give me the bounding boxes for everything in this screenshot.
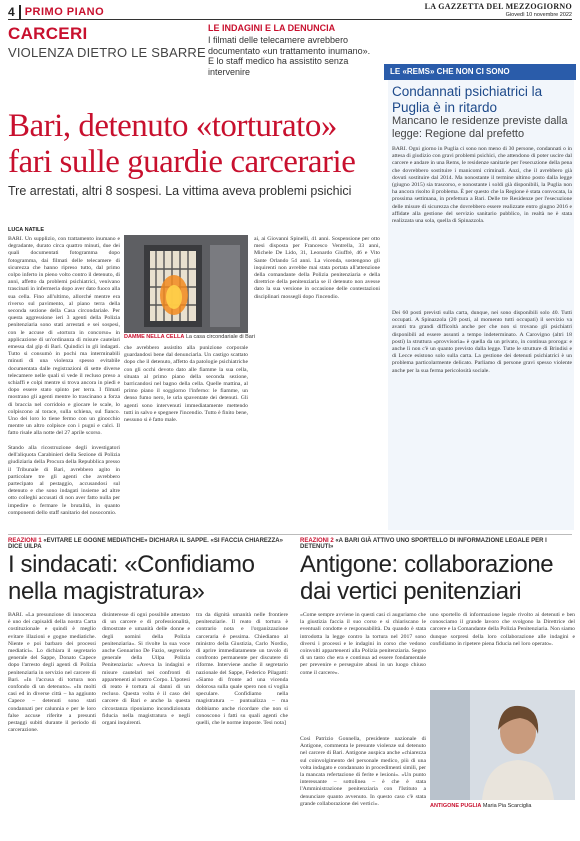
portrait-caption — [430, 803, 531, 809]
photo-caption — [124, 334, 255, 340]
section-divider — [8, 534, 572, 535]
portrait-caption-label: ANTIGONE PUGLIA — [430, 803, 482, 809]
page-number: 4 — [8, 5, 21, 19]
rems-title: Condannati psichiatrici la Puglia è in ritardo — [392, 84, 543, 115]
main-col-1: BARI. Un supplizio, con trattamento inumano e degradante, durato circa quattro minuti, due dei quali documentati fotogramma dopo fotogramma, dai filmati delle telecamere di sicurezza che hanno ripreso tutto, dal primo colpo inferto in pieno volto contro il detenuto, di anni, affetto da problemi psichiatrici, venivano trascinati in infermeria dopo aver dato fuoco alla sua cella. Fino all'ultimo, allorché mentre era riverso sul pavimento, al piano terra della seconda sezione della Casa circondariale. Per questa aggressione ieri 3 agenti della Polizia penitenziaria sono stati arrestati e sei sospesi, con le accuse di «tortura in concorso» in applicazione di un'ordinanza di misure cautelari emessa dal gip di Bari. Quindici in gli indagati. Tutto si consumò in pochi ma interminabili minuti di una violenza spesso evitabile documentata dalle registrazioni di sette diverse telecamere nelle quali si vede il recluso preso a schiaffi e colpi mentre si trova ancora in piedi e dopo essere stato spinto per terra. I filmati mostrano gli agenti mentre lo trascinano a forza di braccia nel corridoio e giocare le scale, lo colpiscono al torace, sulla schiena, sul fianco. Uno dei loro lo tiene fermo con un ginocchio mentre un altro colpisce con i pugni e calci. Il fatto risale alla notte del 27 aprile scorso. — [8, 236, 120, 437]
report1-col-3: tra da dignità umanità nelle frontiere penitenziarie. Il reato di tortura è contrario nota e l'organizzazione carceraria è pessima. Chiediamo al ministro della Giustizia, Carlo Nordio, di aprire immediatamente un tavolo di confronto permanente per discutere di riforme. Interviene anche il segretario nazionale del Sappe, Federico Pilagatti: «Siamo di fronte ad una vicenda dolorosa sulla quale spero non si voglia speculare. Confidiamo nella magistratura – puntualizza – ma dobbiamo anche ricordare che non si conoscono i fatti su quali agenti che quelli, che le norme imposte. Tesi nota] — [196, 612, 288, 727]
main-col-4: ai, ai Giovanni Spinelli, 41 anni. Sospensione per otto mesi disposta per Francesco Ventrella, 33 anni, Michele De Lido, 31, Leonardo Giuffrè, 46 e Vito Sante Orlando 54 anni. La vicenda, sostengono gli inquirenti non avrebbe mai stata portata all'attenzione della comandante della Polizia penitenziaria e della direttrice della penitenziaria se il detenuto non avesse dato la sua versione in occasione delle contestazioni disciplinari mossegli dopo l'incendio. — [254, 236, 380, 300]
masthead — [425, 3, 572, 19]
report2-label-red: REAZIONI 2 — [300, 538, 334, 544]
rems-subtitle: Mancano le residenze previste dalla legge: Regione dal prefetto — [392, 115, 568, 140]
rems-banner-label: LE «REMS» CHE NON CI SONO — [390, 67, 510, 76]
report1-col-1: BARI. «La presunzione di innocenza è uno dei capisaldi della nostra Carta costituzionale e quindi è meglio evitare illazioni e gogne mediatiche. Niente e poi barbaro dei processi mediatici». Lo dichiara il segretario generale del Sappe, Donato Capece dopo l'arresto degli agenti di Polizia penitenziaria in servizio nel carcere di Bari. «In l'accusa di tortura non confondo di un detenuto». «In molti casi ed in diverse città – ha aggiunto Capece – detenuti sono stati condannati per calunnia e per le loro false accuse riferite a presunti pestaggi subiti durante il periodo di carcerazione. — [8, 612, 96, 734]
rems-col-1: BARI. Ogni giorno in Puglia ci sono non meno di 30 persone, condannati o in attesa di giudizio con gravi problemi psichici, che attendono di poter uscire dal carcere e andare in una Rems, le residenze sanitarie per l'esecuzione della pena che dovrebbero sostituire i manicomi criminali. Anzi, che il avrebbero già dovuti sostituire dal 2014. Ma nonostante il termine ultimo posto dalla legge (giugno 2015) sia trascorso, e nonostante i soldi già disponibili, la Puglia non ha ancora risolto il problema. È per questo che la Regione è stata convocata, la prossima settimana, in prefettura a Bari. Delle tre Residenze per l'esecuzione delle misure di sicurezza che dovrebbero essere realizzate entro giugno 2016 e affidate alla gestione del servizio sanitario pubblico, in realtà ne è stata realizzata una sola, quella di Spinazzola. — [392, 146, 572, 225]
main-col-3: che avrebbero assistito alla punizione corporale guardandosi bene dal denunciarla. Un castigo scattato dopo che il detenuto, affetto da patologie psichiatriche con gli occhi devoto dato alle fiamme la sua cella, situata al primo piano della seconda sezione, barricandosi nel bagno della cella. Quelle mattina, al primo piano il soggiorno l'inferno: le fiamme, un denso fumo nero, le urla spaventate dei detenuti. Gli agenti sono intervenuti immediatamente mettendo tutti in salvo e spegnere l'incendio. Tutto è finito bene, nessuno si è fatto male. — [124, 345, 248, 424]
report2-col-2: Così Patrizio Gonnella, presidente nazionale di Antigone, commenta le presunte violenze sul detenuto nel carcere di Bari. Antigone auspica anche «chiarezza sul coinvolgimento del personale medico, più di una volta indagato e condannato in procedimenti simili, per la mancata refertazione di ferite e lesioni». «Un punto interessante – sottolinea – è che è stata l'Amministrazione penitenziaria con l'Istituto a denunciare quanto avvenuto. In questo caso c'è stata grande collaborazione dei vertici». — [300, 736, 426, 807]
report1-label-red: REAZIONI 1 — [8, 538, 42, 544]
report1-label — [8, 538, 296, 550]
main-headline: Bari, detenuto «torturato» fari sulle guardie carcerarie — [8, 108, 356, 180]
portrait-photo — [430, 690, 575, 800]
report1-col-2: disinteresse di ogni possibile attestato di un carcere e di professionalità, dimostrate e umanità delle donne e degli uomini della Polizia penitenziaria». Si rivolte la sua voce anche Gennarino De Fazio, segretario generale della Uilpa Polizia Penitenziaria: «Aveva la indagini e misure cautelari nei confronti di appartenenti al nostro Corpo. L'ipotesi di reato è tortura ai danni di un recluso. Questa volta è il caso del carcere di Bari e anche la questa circostanza riponiamo incondizionata fiducia nella magistratura e negli organi inquirenti. — [102, 612, 190, 727]
side-box-heading: LE INDAGINI E LA DENUNCIA — [208, 23, 336, 33]
report2-label-text: «A BARI GIÀ ATTIVO UNO SPORTELLO DI INFORMAZIONE LEGALE PER I DETENUTI» — [300, 538, 547, 550]
main-subhead: Tre arrestati, altri 8 sospesi. La vittima aveva problemi psichici — [8, 184, 352, 198]
issue-date: Giovedì 10 novembre 2022 — [505, 12, 572, 18]
prison-window-fire-photo — [124, 235, 248, 333]
page-header — [8, 4, 572, 20]
rems-col-2: Dei 60 posti previsti sulla carta, dunque, nei sono disponibili solo 40. Tutti occupati. A Spinazzola (20 posti, al momento tutti occupati) il servizio va avanti tra grandi difficoltà anche per che non si trovano gli psichiatri disponibili ad essere assunti a tempo indeterminato. A Carovigno (altri 18 posti) la struttura «provvisoria» è quella da un privato, in continua proroga: e anche lì non c'è un quanto previsto dalla legge. Tutte le strutture di Brindisi e di Lecce esistono solo sulla carta. La gestione dei detenuti psichiatrici è un problema particolarmente delicato. Parliamo di persone gravi spesso violente anche per la sua ferma pericolosità sociale. — [392, 310, 572, 374]
paper-name: LA GAZZETTA DEL MEZZOGIORNO — [424, 2, 572, 11]
side-box-text: I filmati delle telecamere avrebbero documentato «un trattamento inumano». E lo staff medico ha assistito senza intervenire — [208, 35, 371, 77]
report1-headline: I sindacati: «Confidiamo nella magistratura» — [8, 551, 255, 605]
caption-label: DAMME NELLA CELLA — [124, 334, 185, 340]
section-label: PRIMO PIANO — [24, 6, 105, 18]
side-box — [208, 23, 378, 77]
prison-photo-art — [124, 235, 248, 333]
main-col-2: Stando alla ricostruzione degli investigatori dell'aliquota Carabinieri della Sezione di Polizia giudiziaria della Procura della Repubblica presso il Tribunale di Bari, avrebbero agito in particolare tre gli agenti che avrebbero partecipato al pestaggio, accusandosi sul detenuto e che sono indagati insieme ad altre otto colleghi accusati di non aver fatto nulla per impedire o fermare le brutalità, in quanto componenti dello staff sanitario del nosocomio. — [8, 445, 120, 516]
report2-col-1: «Come sempre avviene in questi casi ci auguriamo che la giustizia faccia il suo corso e si chiariscano le eventuali condotte e responsabilità. Da quando è stata introdotta la legge contro la tortura nel 2017 sono diversi i processi e le indagini in corso che vedono coinvolti appartenenti alla Polizia penitenziaria. Segno di un tasto che era e continua ad essere fondamentale per prevenire e perseguire abusi in un luogo chiuso come il carcere». — [300, 612, 426, 676]
report2-col-3: uno sportello di informazione legale rivolto ai detenuti e ben conosciamo il grande lavoro che svolgono la Direttrice del carcere e la Comandante della Polizia Penitenziaria. Non siamo dunque sorpresi della loro collaborazione alle indagini e confidiamo in ripetere piena fiducia nel loro operato». — [430, 612, 575, 647]
portrait-art — [430, 690, 575, 800]
report2-label — [300, 538, 576, 550]
kicker-title: CARCERI — [8, 24, 88, 43]
caption-text: La casa circondariale di Bari — [185, 334, 255, 340]
report1-label-text: «EVITARE LE GOGNE MEDIATICHE» DICHIARA IL SAPPE. «SI FACCIA CHIAREZZA» DICE UILPA — [8, 538, 283, 550]
byline: LUCA NATILE — [8, 227, 45, 233]
portrait-caption-text: Maria Pia Scarciglia — [482, 803, 532, 809]
rems-banner — [384, 64, 576, 80]
kicker-subtitle: VIOLENZA DIETRO LE SBARRE — [8, 45, 206, 60]
report2-headline: Antigone: collaborazione dai vertici penitenziari — [300, 551, 554, 605]
